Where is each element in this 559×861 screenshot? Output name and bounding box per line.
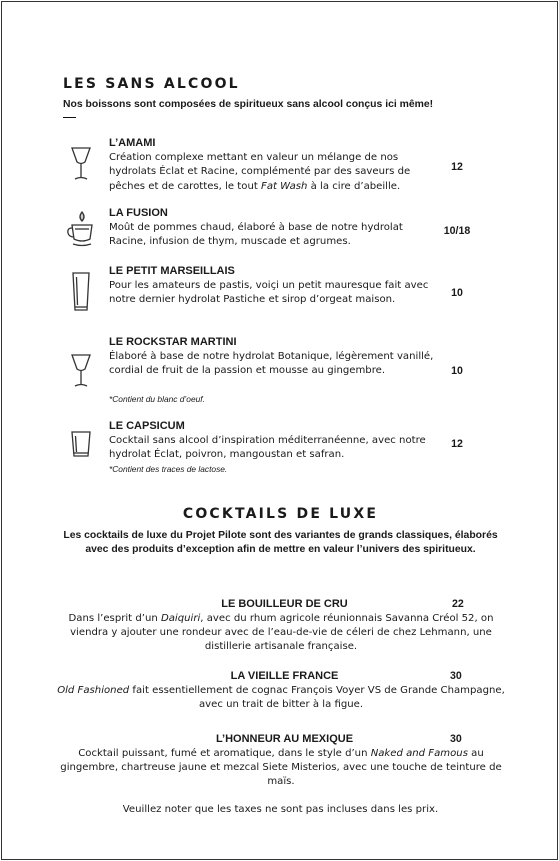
item-description: Création complexe mettant en valeur un mélange de nos hydrolats Éclat et Racine, complémenté par des saveurs de pêches et de carottes, le tout Fat Wash à la cire d’abeille. <box>109 152 411 192</box>
hot-cup-icon <box>66 209 98 249</box>
luxe-item-price: 22 <box>452 598 464 610</box>
section-intro-cocktails-de-luxe: Les cocktails de luxe du Projet Pilote sont des variantes de grands classiques, élaborés avec des produits d’exception afin de mettre en valeur l’univers des spiritueux. <box>63 530 498 556</box>
item-description: Cocktail sans alcool d’inspiration méditerranéenne, avec notre hydrolat Éclat, poivron, mangoustan et safran. <box>109 435 426 461</box>
item-price: 12 <box>451 161 463 173</box>
item-note: *Contient du blanc d’oeuf. <box>109 394 205 404</box>
luxe-item-name: LE BOUILLEUR DE CRU <box>221 598 348 610</box>
item-description: Pour les amateurs de pastis, voiçi un petit mauresque fait avec notre dernier hydrolat Pastiche et sirop d’orgeat maison. <box>109 280 429 306</box>
item-price: 12 <box>451 438 463 450</box>
item-price: 10/18 <box>443 225 471 237</box>
item-price: 10 <box>451 365 463 377</box>
tax-note: Veuillez noter que les taxes ne sont pas incluses dans les prix. <box>122 804 439 815</box>
luxe-item-description: Dans l’esprit d’un Daiquiri, avec du rhum agricole réunionnais Savanna Créol 52, on viendra y ajouter une rondeur avec de l’eau-de-vie de céleri de chez Lehmann, une distillerie artisanale française. <box>68 613 494 653</box>
luxe-item-name: L’HONNEUR AU MEXIQUE <box>215 733 354 745</box>
highball-glass-icon <box>68 271 94 311</box>
item-name: LE ROCKSTAR MARTINI <box>109 336 237 348</box>
luxe-item-name: LA VIEILLE FRANCE <box>230 670 339 682</box>
item-description: Élaboré à base de notre hydrolat Botanique, légèrement vanillé, cordial de fruit de la passion et mousse au gingembre. <box>109 351 434 377</box>
martini-glass-icon <box>68 352 94 392</box>
item-note: *Contient des traces de lactose. <box>109 464 228 474</box>
item-price: 10 <box>451 287 463 299</box>
menu-page <box>1 1 558 860</box>
luxe-item-description: Cocktail puissant, fumé et aromatique, dans le style d’un Naked and Famous au gingembre, chartreuse jaune et mezcal Siete Misterios, avec une touche de teinture de maïs. <box>60 748 502 788</box>
section-intro-sans-alcool: Nos boissons sont composées de spiritueux sans alcool conçus ici même! <box>63 99 434 110</box>
rocks-glass-icon <box>68 430 94 470</box>
section-title-cocktails-de-luxe: COCKTAILS DE LUXE <box>182 506 379 522</box>
luxe-item-price: 30 <box>450 733 462 745</box>
section-title-sans-alcool: LES SANS ALCOOL <box>63 76 240 92</box>
item-name: LE CAPSICUM <box>109 420 185 432</box>
item-name: L’AMAMI <box>109 137 156 149</box>
item-name: LA FUSION <box>109 207 168 219</box>
martini-glass-icon <box>68 145 94 185</box>
divider-dash <box>63 117 76 118</box>
luxe-item-description: Old Fashioned fait essentiellement de cognac François Voyer VS de Grande Champagne, avec un trait de bitter à la figue. <box>57 685 505 711</box>
item-description: Moût de pommes chaud, élaboré à base de notre hydrolat Racine, infusion de thym, muscade et agrumes. <box>109 222 403 248</box>
luxe-item-price: 30 <box>450 670 462 682</box>
item-name: LE PETIT MARSEILLAIS <box>109 265 235 277</box>
